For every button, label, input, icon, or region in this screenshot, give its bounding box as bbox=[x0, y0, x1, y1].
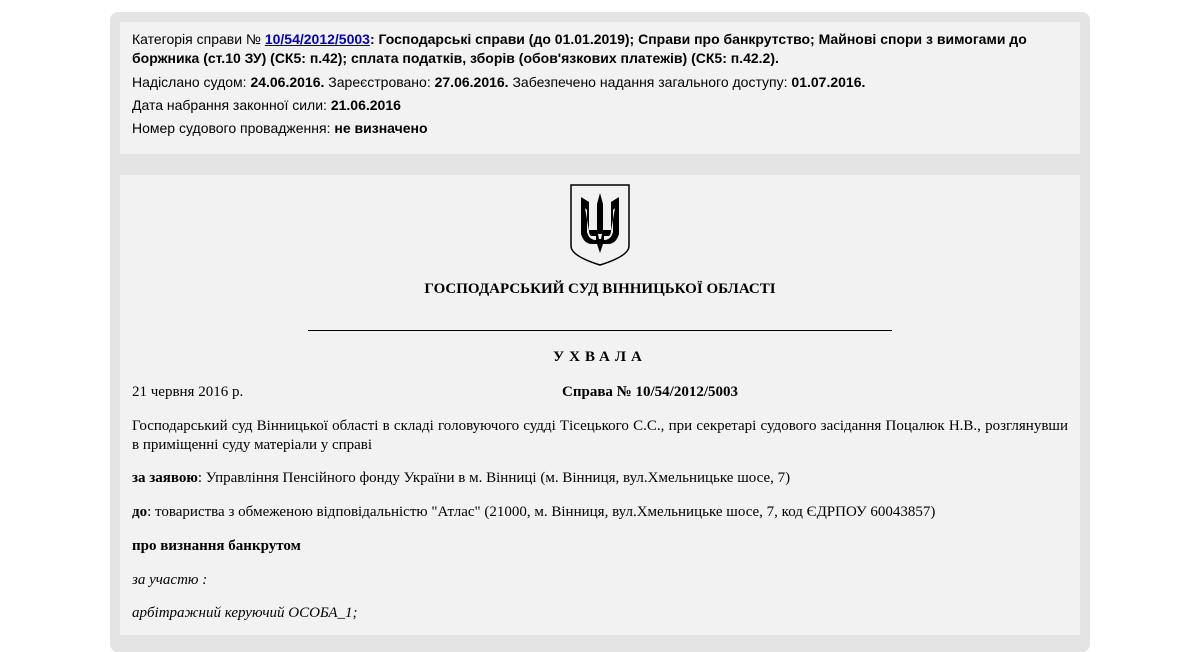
registered-label: Зареєстровано: bbox=[324, 74, 435, 90]
case-number-link[interactable]: 10/54/2012/5003 bbox=[264, 31, 370, 47]
subject-line bbox=[132, 538, 301, 555]
proceeding-label: Номер судового провадження: bbox=[132, 120, 335, 136]
ukraine-trident-icon bbox=[570, 184, 630, 266]
participation-line: за участю : bbox=[132, 572, 208, 588]
manager-line: арбітражний керуючий ОСОБА_1; bbox=[132, 605, 358, 621]
registered-date: 27.06.2016. bbox=[434, 74, 509, 90]
case-category bbox=[132, 29, 1068, 68]
case-metadata-panel bbox=[120, 22, 1080, 154]
category-label: Категорія справи № bbox=[132, 31, 265, 47]
court-name: ГОСПОДАРСЬКИЙ СУД ВІННИЦЬКОЇ ОБЛАСТІ bbox=[424, 281, 776, 297]
case-number: Справа № 10/54/2012/5003 bbox=[562, 384, 738, 400]
category-text: : Господарські справи (до 01.01.2019); Справи про банкрутство; Майнові спори з вимогами до боржника (ст.10 ЗУ) (СК5: п.42); сплата податків, зборів (обов'язкових платежів) (СК5: п.42.2). bbox=[132, 31, 1027, 66]
dates-line bbox=[132, 71, 1068, 94]
decision-date: 21 червня 2016 р. bbox=[132, 384, 244, 400]
intro-paragraph: Господарський суд Вінницької області в складі головуючого судді Тісецького С.С., при секретарі судового засідання Поцалюк Н.В., розглянувши в приміщенні суду матеріали у справі bbox=[132, 418, 1068, 453]
document-body bbox=[120, 175, 1080, 635]
document-title: УХВАЛА bbox=[553, 349, 647, 365]
respondent-label: до bbox=[132, 504, 148, 520]
applicant-label: за заявою bbox=[132, 470, 198, 486]
divider-line bbox=[308, 330, 892, 331]
public-access-label: Забезпечено надання загального доступу: bbox=[508, 74, 792, 90]
respondent-text: : товариства з обмеженою відповідальністю "Атлас" (21000, м. Вінниця, вул.Хмельницьке шосе, 7, код ЄДРПОУ 60043857) bbox=[147, 504, 936, 520]
public-access-date: 01.07.2016. bbox=[791, 74, 866, 90]
sent-label: Надіслано судом: bbox=[132, 74, 251, 90]
applicant-line bbox=[132, 470, 790, 487]
proceeding-value: не визначено bbox=[334, 120, 428, 136]
proceeding-line bbox=[132, 117, 1068, 140]
subject-text: про визнання банкрутом bbox=[132, 538, 301, 554]
effective-date: 21.06.2016 bbox=[330, 97, 401, 113]
sent-date: 24.06.2016. bbox=[250, 74, 325, 90]
applicant-text: : Управління Пенсійного фонду України в м. Вінниці (м. Вінниця, вул.Хмельницьке шосе, 7) bbox=[197, 470, 791, 486]
effective-date-line bbox=[132, 94, 1068, 117]
respondent-line bbox=[132, 504, 935, 521]
effective-label: Дата набрання законної сили: bbox=[132, 97, 331, 113]
